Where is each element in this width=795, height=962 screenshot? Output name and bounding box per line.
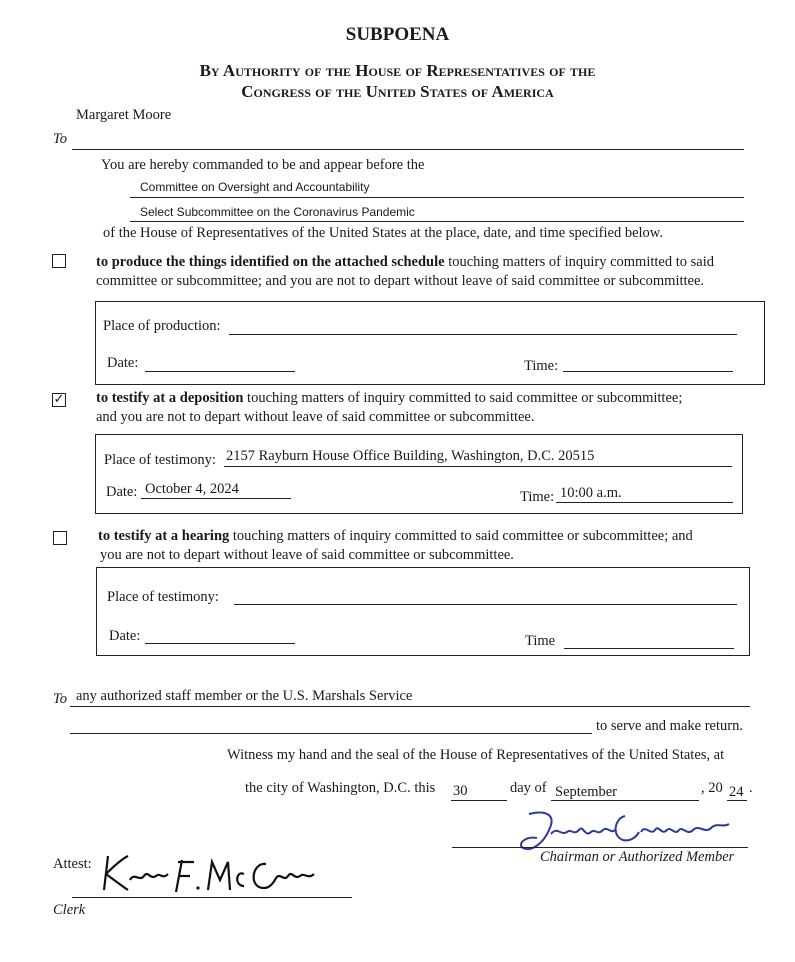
production-text-line2: committee or subcommittee; and you are not to depart without leave of said committee or subcommittee. bbox=[96, 273, 705, 289]
witness-month: September bbox=[555, 784, 618, 800]
witness-line-1: Witness my hand and the seal of the House of Representatives of the United States, at bbox=[227, 747, 725, 763]
chairman-signature-line bbox=[452, 847, 748, 848]
witness-day: 30 bbox=[453, 783, 468, 799]
deposition-date-label: Date: bbox=[106, 484, 138, 500]
production-text-line1 bbox=[96, 254, 714, 271]
witness-day-line bbox=[451, 800, 507, 801]
witness-year-line bbox=[727, 800, 747, 801]
chairman-title: Chairman or Authorized Member bbox=[540, 849, 735, 865]
deposition-checkbox[interactable]: ✓ bbox=[53, 392, 65, 407]
command-intro: You are hereby commanded to be and appear before the bbox=[101, 157, 425, 173]
witness-year-suffix: 24 bbox=[729, 784, 744, 800]
hearing-text-line2: you are not to depart without leave of said committee or subcommittee. bbox=[100, 547, 514, 563]
witness-day-of: day of bbox=[510, 780, 547, 796]
hearing-date-field[interactable] bbox=[145, 643, 295, 644]
hearing-time-label: Time bbox=[525, 633, 556, 649]
recipient-line bbox=[72, 149, 744, 150]
committee-line bbox=[130, 197, 744, 198]
hearing-checkbox[interactable] bbox=[53, 531, 67, 545]
deposition-place-field[interactable] bbox=[224, 466, 732, 467]
hearing-date-label: Date: bbox=[109, 628, 141, 644]
production-date-field[interactable] bbox=[145, 371, 295, 372]
production-time-label: Time: bbox=[524, 358, 559, 374]
subcommittee-line bbox=[130, 221, 744, 222]
recipient-name: Margaret Moore bbox=[76, 107, 172, 123]
production-box bbox=[95, 301, 765, 385]
production-rest: touching matters of inquiry committed to said bbox=[444, 254, 714, 270]
serve-text: to serve and make return. bbox=[596, 718, 743, 734]
deposition-rest: touching matters of inquiry committed to said committee or subcommittee; bbox=[243, 390, 683, 406]
production-place-label: Place of production: bbox=[103, 318, 221, 334]
to-label: To bbox=[53, 131, 67, 147]
witness-month-line bbox=[551, 800, 699, 801]
deposition-place-value: 2157 Rayburn House Office Building, Washington, D.C. 20515 bbox=[226, 448, 595, 464]
deposition-time-value: 10:00 a.m. bbox=[560, 485, 622, 501]
deposition-time-field[interactable] bbox=[556, 502, 733, 503]
service-recipient: any authorized staff member or the U.S. Marshals Service bbox=[76, 688, 413, 704]
attest-label: Attest: bbox=[53, 856, 92, 872]
clerk-label: Clerk bbox=[53, 902, 86, 918]
production-place-field[interactable] bbox=[229, 334, 737, 335]
hearing-place-field[interactable] bbox=[234, 604, 737, 605]
hearing-time-field[interactable] bbox=[564, 648, 734, 649]
service-line-1 bbox=[70, 706, 750, 707]
witness-city-text: the city of Washington, D.C. this bbox=[245, 780, 436, 796]
deposition-text-line2: and you are not to depart without leave of said committee or subcommittee. bbox=[96, 409, 535, 425]
witness-period: . bbox=[749, 780, 753, 796]
hearing-rest: touching matters of inquiry committed to said committee or subcommittee; and bbox=[229, 528, 693, 544]
committee-name: Committee on Oversight and Accountability bbox=[140, 180, 370, 194]
production-time-field[interactable] bbox=[563, 371, 733, 372]
deposition-lead: to testify at a deposition bbox=[96, 390, 244, 406]
page-title: SUBPOENA bbox=[345, 24, 450, 45]
authority-line-1: By Authority of the House of Representatives of the bbox=[199, 61, 596, 80]
command-outro: of the House of Representatives of the United States at the place, date, and time specified below. bbox=[103, 225, 663, 241]
clerk-signature-line bbox=[72, 897, 352, 898]
subcommittee-name: Select Subcommittee on the Coronavirus Pandemic bbox=[140, 205, 415, 219]
deposition-date-field[interactable] bbox=[141, 498, 291, 499]
witness-year-prefix: , 20 bbox=[701, 780, 723, 796]
hearing-place-label: Place of testimony: bbox=[107, 589, 219, 605]
service-to-label: To bbox=[53, 691, 67, 707]
authority-line-2: Congress of the United States of America bbox=[241, 82, 554, 101]
hearing-text-line1 bbox=[98, 528, 693, 545]
hearing-lead: to testify at a hearing bbox=[98, 528, 230, 544]
clerk-signature bbox=[98, 850, 328, 898]
production-checkbox[interactable] bbox=[52, 254, 66, 268]
deposition-date-value: October 4, 2024 bbox=[145, 481, 239, 497]
service-line-2 bbox=[70, 733, 592, 734]
deposition-text-line1 bbox=[96, 390, 682, 407]
deposition-place-label: Place of testimony: bbox=[104, 452, 216, 468]
production-date-label: Date: bbox=[107, 355, 139, 371]
deposition-time-label: Time: bbox=[520, 489, 555, 505]
production-lead: to produce the things identified on the attached schedule bbox=[96, 254, 445, 270]
